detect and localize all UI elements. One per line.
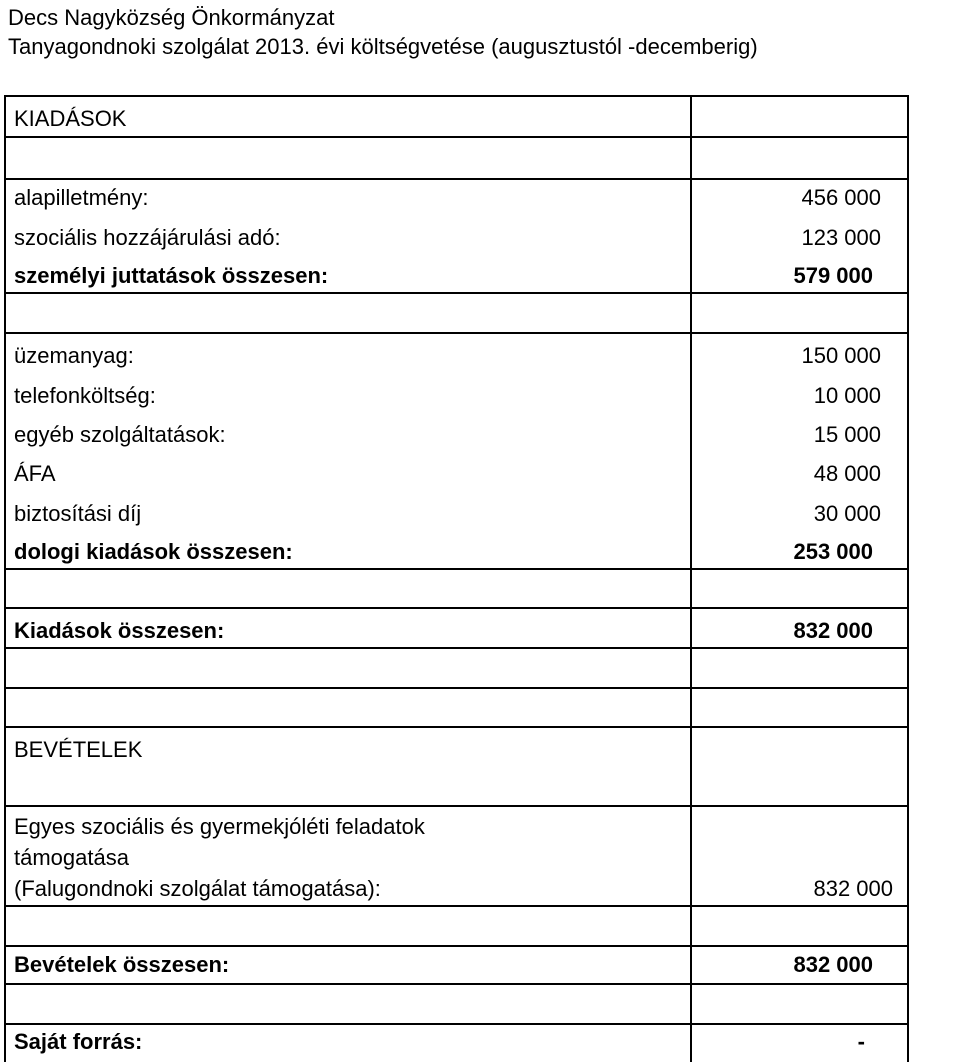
- row-divider: [6, 983, 907, 985]
- base-salary-value: 456 000: [801, 185, 881, 210]
- material-total-value: 253 000: [793, 539, 873, 564]
- row-divider: [6, 945, 907, 947]
- fuel-value: 150 000: [801, 343, 881, 368]
- row-divider: [6, 687, 907, 689]
- document-header: [8, 3, 758, 61]
- expenses-heading: KIADÁSOK: [14, 106, 127, 131]
- income-item-line3: (Falugondnoki szolgálat támogatása):: [14, 876, 381, 901]
- fuel-label: üzemanyag:: [14, 343, 134, 368]
- income-heading: BEVÉTELEK: [14, 737, 143, 762]
- row-divider: [6, 178, 907, 180]
- expenses-total-label: Kiadások összesen:: [14, 618, 225, 643]
- row-divider: [6, 726, 907, 728]
- row-divider: [6, 805, 907, 807]
- material-total-label: dologi kiadások összesen:: [14, 539, 293, 564]
- insurance-label: biztosítási díj: [14, 501, 142, 526]
- phone-cost-value: 10 000: [813, 383, 881, 408]
- personal-total-label: személyi juttatások összesen:: [14, 263, 329, 288]
- own-source-value: -: [857, 1029, 865, 1054]
- base-salary-label: alapilletmény:: [14, 185, 149, 210]
- column-divider: [690, 97, 692, 1062]
- row-divider: [6, 905, 907, 907]
- income-item-value: 832 000: [813, 876, 893, 901]
- income-item-line2: támogatása: [14, 845, 129, 870]
- social-contribution-label: szociális hozzájárulási adó:: [14, 225, 281, 250]
- vat-label: ÁFA: [14, 461, 56, 486]
- other-services-label: egyéb szolgáltatások:: [14, 422, 226, 447]
- vat-value: 48 000: [813, 461, 881, 486]
- budget-table: [4, 95, 909, 1062]
- social-contribution-value: 123 000: [801, 225, 881, 250]
- row-divider: [6, 136, 907, 138]
- row-divider: [6, 607, 907, 609]
- income-total-value: 832 000: [793, 952, 873, 977]
- row-divider: [6, 1023, 907, 1025]
- expenses-total-value: 832 000: [793, 618, 873, 643]
- phone-cost-label: telefonköltség:: [14, 383, 156, 408]
- municipality-title: Decs Nagyközség Önkormányzat: [8, 5, 335, 30]
- other-services-value: 15 000: [813, 422, 881, 447]
- personal-total-value: 579 000: [793, 263, 873, 288]
- row-divider: [6, 647, 907, 649]
- row-divider: [6, 568, 907, 570]
- row-divider: [6, 292, 907, 294]
- budget-title: Tanyagondnoki szolgálat 2013. évi költségvetése (augusztustól -decemberig): [8, 34, 758, 59]
- insurance-value: 30 000: [813, 501, 881, 526]
- own-source-label: Saját forrás:: [14, 1029, 143, 1054]
- income-total-label: Bevételek összesen:: [14, 952, 230, 977]
- income-item-line1: Egyes szociális és gyermekjóléti feladatok: [14, 814, 425, 839]
- row-divider: [6, 332, 907, 334]
